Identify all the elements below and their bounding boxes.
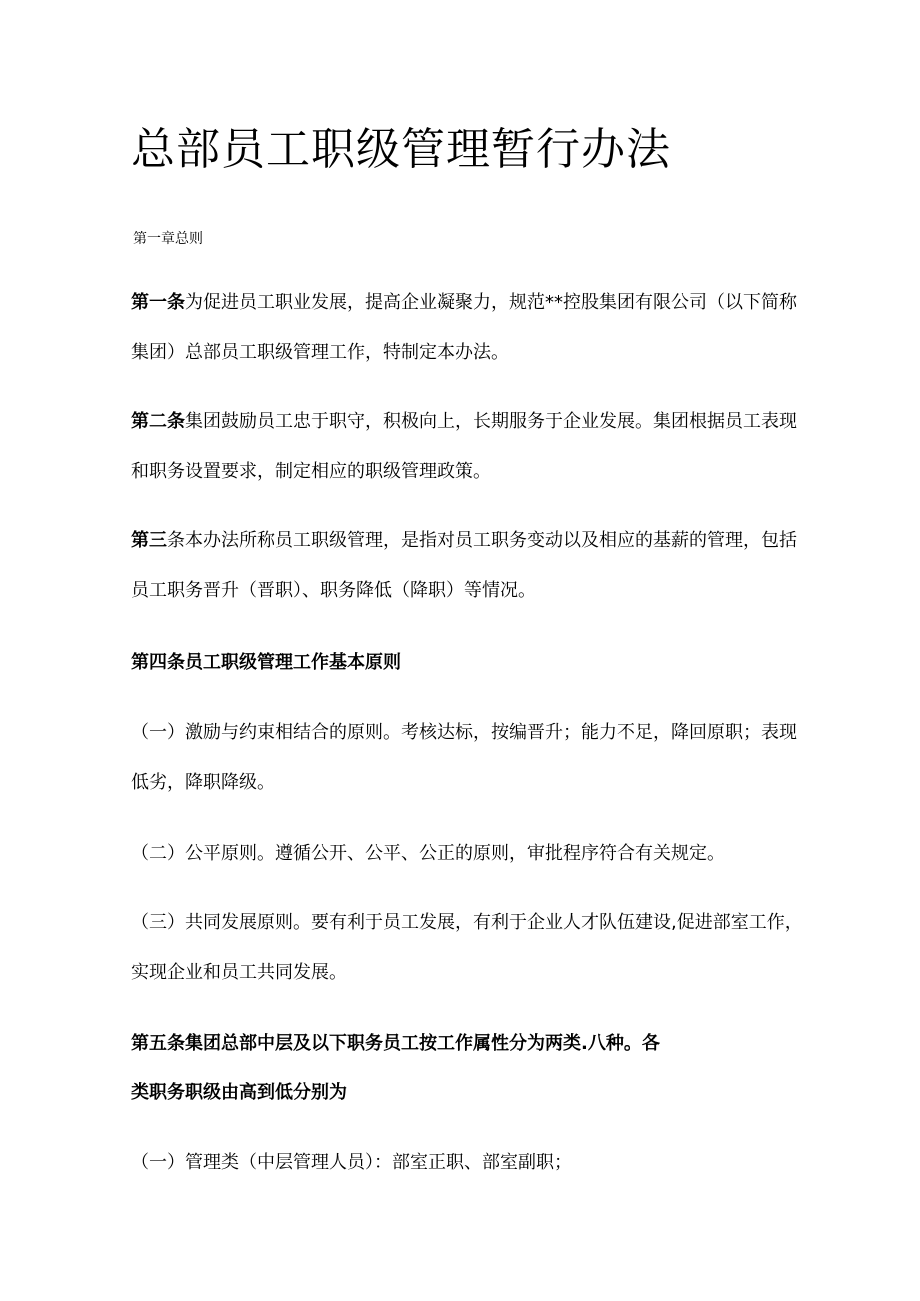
article-4-item: （三）共同发展原则。要有利于员工发展，有利于企业人才队伍建设,促进部室工作，实现企业和员工共同发展。 [131, 912, 803, 983]
article-1 [131, 278, 803, 378]
article-label: 第三 [131, 530, 167, 551]
article-text: 为促进员工职业发展，提高企业凝聚力，规范**控股集团有限公司（以下简称集团）总部员工职级管理工作，特制定本办法。 [131, 292, 797, 363]
article-label: 第一条 [131, 292, 185, 313]
document-title: 总部员工职级管理暂行办法 [131, 124, 671, 175]
article-4-item: （二）公平原则。遵循公开、公平、公正的原则，审批程序符合有关规定。 [131, 843, 725, 864]
article-4-heading: 第四条员工职级管理工作基本原则 [131, 652, 401, 673]
article-text: 条本办法所称员工职级管理，是指对员工职务变动以及相应的基薪的管理，包括员工职务晋升（晋职）、职务降低（降职）等情况。 [131, 530, 797, 601]
chapter-heading: 第一章总则 [133, 231, 203, 247]
article-3 [131, 516, 803, 616]
article-5-item: （一）管理类（中层管理人员）：部室正职、部室副职； [131, 1152, 572, 1173]
article-2 [131, 397, 803, 497]
article-text: 集团鼓励员工忠于职守，积极向上，长期服务于企业发展。集团根据员工表现和职务设置要求，制定相应的职级管理政策。 [131, 411, 797, 482]
article-4-item: （一）激励与约束相结合的原则。考核达标，按编晋升；能力不足，降回原职；表现低劣，降职降级。 [131, 722, 797, 793]
article-5-line-2: 类职务职级由高到低分别为 [131, 1082, 347, 1103]
article-5-line-1: 第五条集团总部中层及以下职务员工按工作属性分为两类.八种。各 [131, 1033, 660, 1054]
article-label: 第二条 [131, 411, 185, 432]
